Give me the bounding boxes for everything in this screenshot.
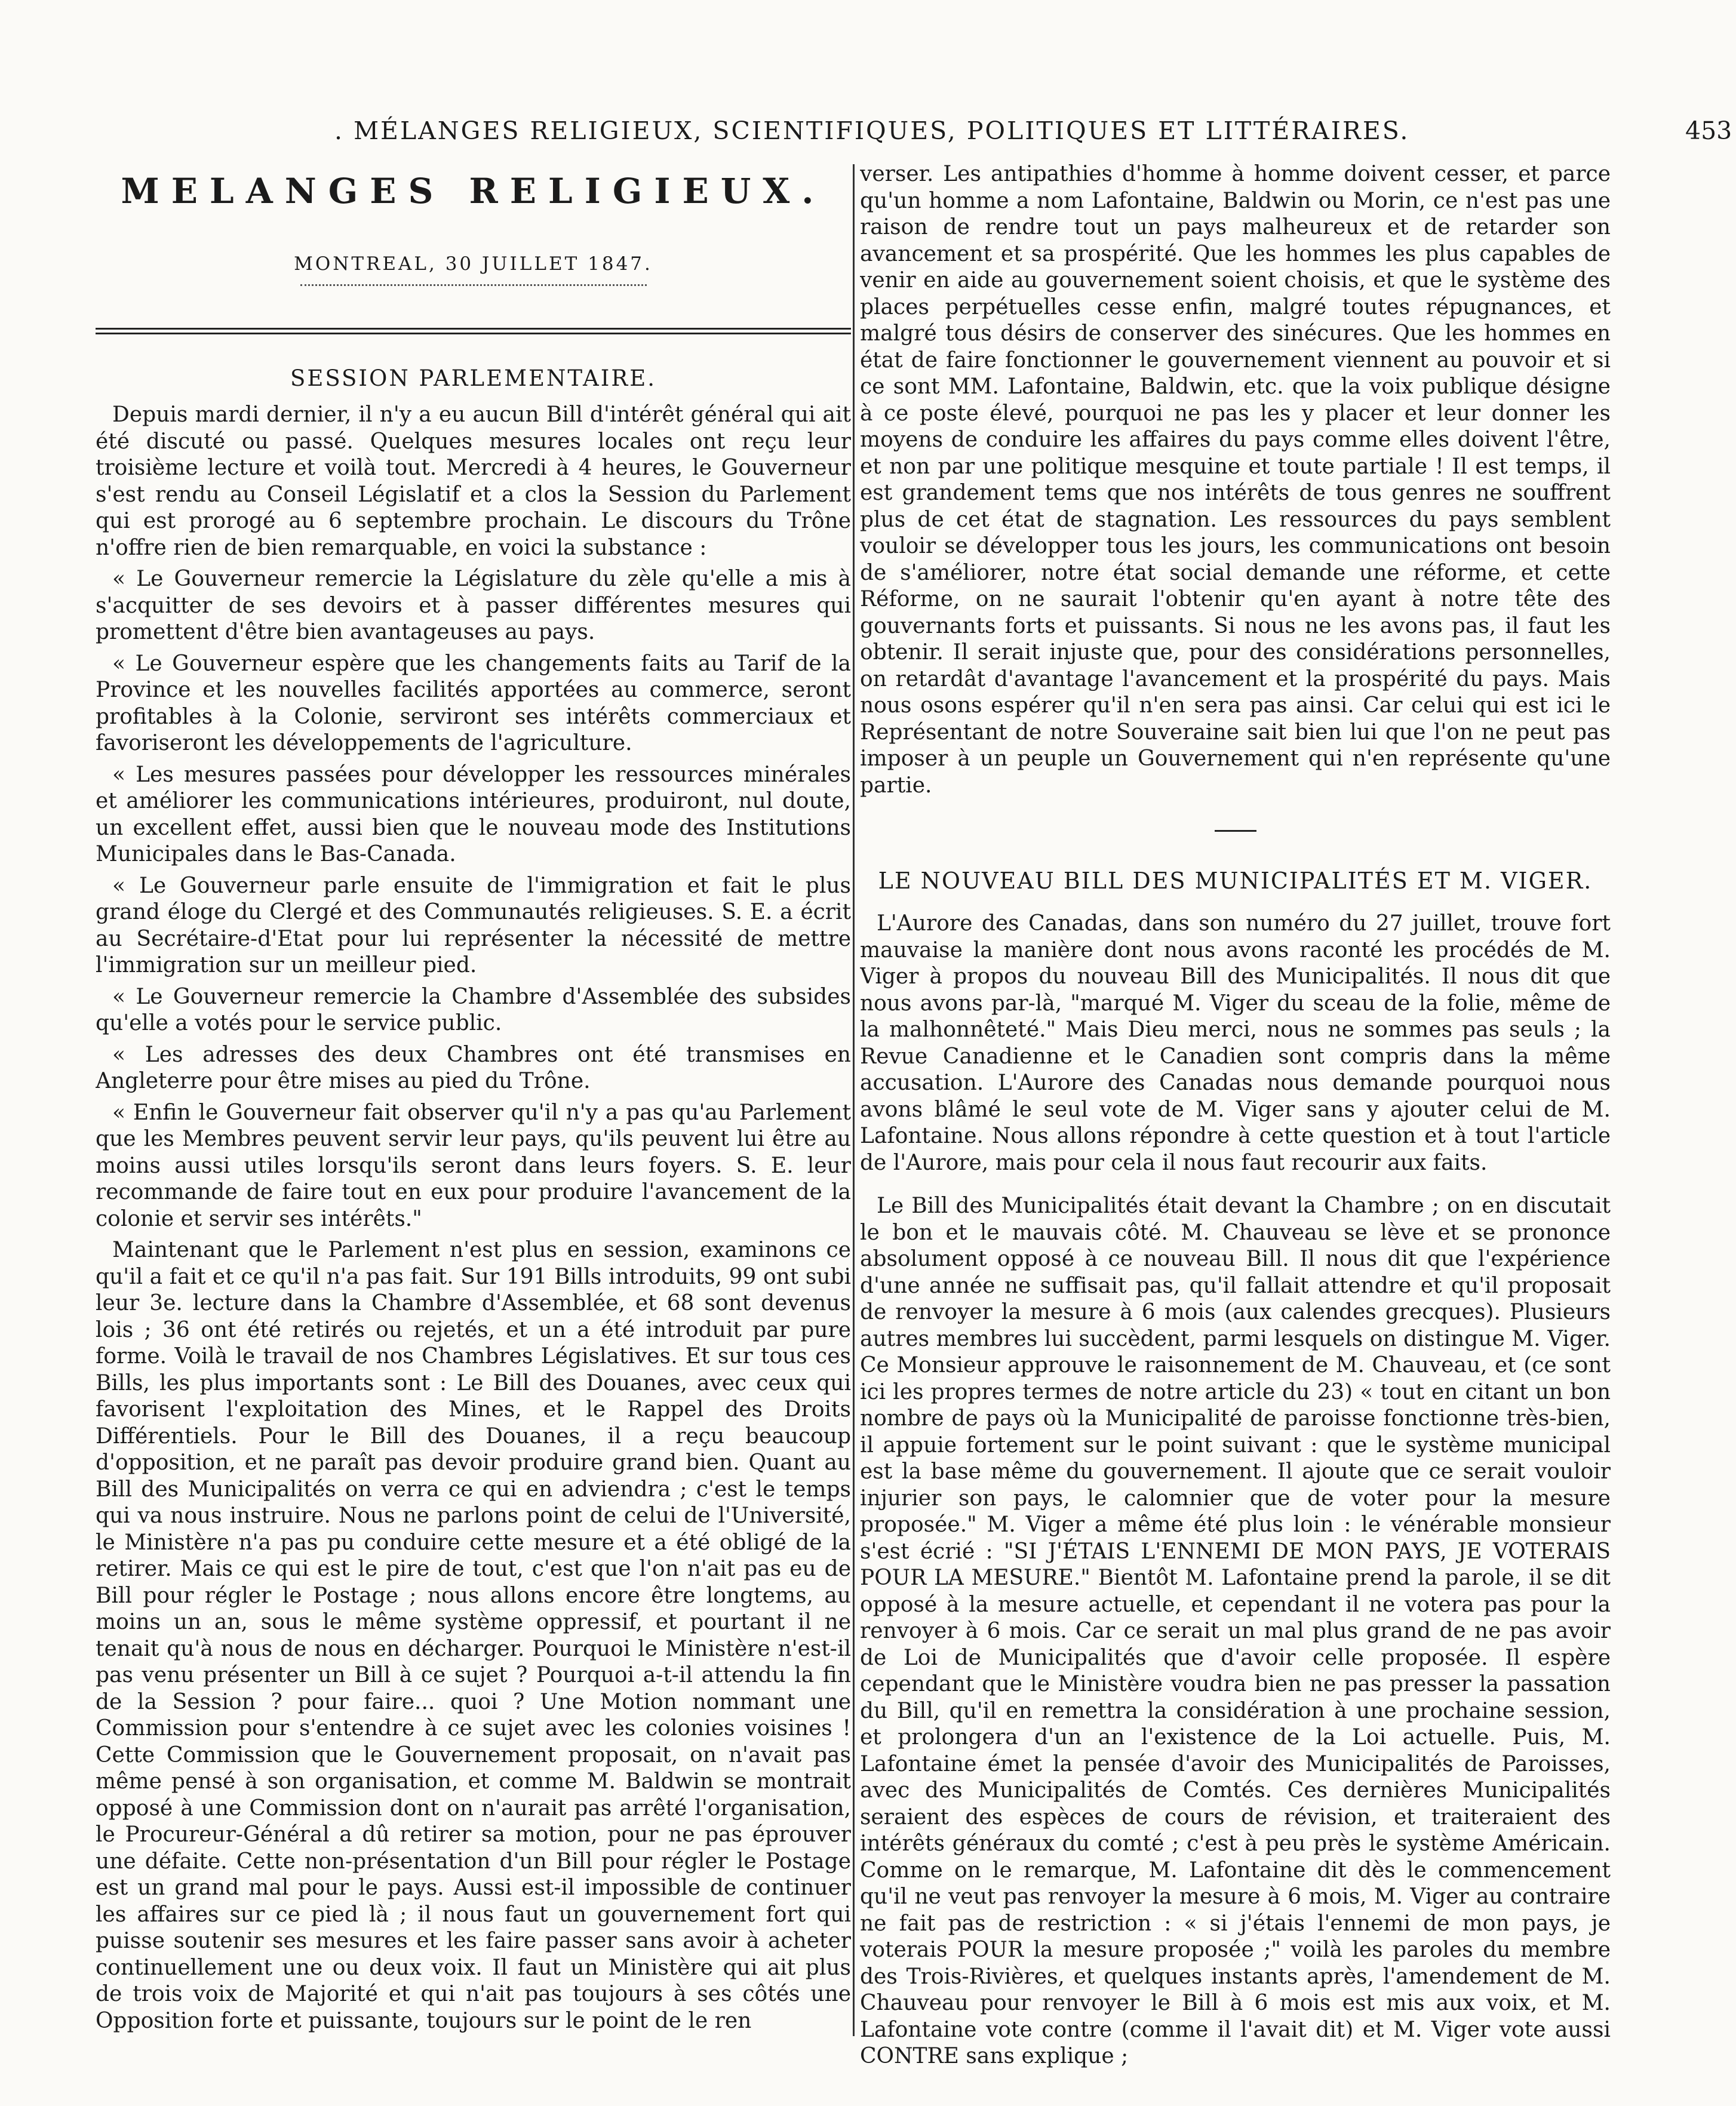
paragraph: « Le Gouverneur parle ensuite de l'immigration et fait le plus grand éloge du Clergé et des Communautés religieuses. S. E. a écrit au Secrétaire-d'Etat pour lui représenter la nécessité de mettre l'immigration sur un meilleur pied.	[96, 873, 851, 977]
paragraph: « Le Gouverneur remercie la Législature du zèle qu'elle a mis à s'acquitter de ses devoirs et à passer différentes mesures qui promettent d'être bien avantageuses au pays.	[96, 567, 851, 644]
paragraph: « Enfin le Gouverneur fait observer qu'il n'y a pas qu'au Parlement que les Membres peuvent servir leur pays, qu'ils peuvent lui être au moins aussi utiles lorsqu'ils seront dans leurs foyers. S. E. leur recommande de faire tout en eux pour produire l'avancement de la colonie et servir ses intérêts."	[96, 1100, 851, 1231]
continued-paragraph: verser. Les antipathies d'homme à homme doivent cesser, et parce qu'un homme a nom Lafontaine, Baldwin ou Morin, ce n'est pas une raison de rendre tout un pays malheureux et de retarder son avancement et sa prospérité. Que les hommes les plus capables de venir en aide au gouvernement soient choisis, et que le système des places perpétuelles cesse enfin, malgré toutes répugnances, et malgré tous désirs de conserver des sinécures. Que les hommes en état de faire fonctionner le gouvernement viennent au pouvoir et si ce sont MM. Lafontaine, Baldwin, etc. que la voix publique désigne à ce poste élevé, pourquoi ne pas les y placer et leur donner les moyens de conduire les affaires du pays comme elles doivent l'être, et non par une politique mesquine et toute partiale ! Il est temps, il est grandement tems que nos intérêts de tous genres ne souffrent plus de cet état de stagnation. Les ressources du pays semblent vouloir se développer tous les jours, les communications ont besoin de s'améliorer, notre état social demande une réforme, et cette Réforme, on ne saurait l'obtenir qu'en ayant à notre tête des gouvernants forts et puissants. Si nous ne les avons pas, il faut les obtenir. Il serait injuste que, pour des considérations personnelles, on retardât d'avantage l'avancement et la prospérité du pays. Mais nous osons espérer qu'il n'en sera pas ainsi. Car celui qui est ici le Représentant de notre Souveraine sait bien lui que l'on ne peut pas imposer à un peuple un Gouvernement qui n'en représente qu'une partie.	[860, 162, 1611, 798]
page-number: 453	[1685, 116, 1732, 145]
paragraph: Depuis mardi dernier, il n'y a eu aucun Bill d'intérêt général qui ait été discuté ou passé. Quelques mesures locales ont reçu leur troisième lecture et voilà tout. Mercredi à 4 heures, le Gouverneur s'est rendu au Conseil Législatif et a clos la Session du Parlement qui est prorogé au 6 septembre prochain. Le discours du Trône n'offre rien de bien remarquable, en voici la substance :	[96, 402, 851, 560]
masthead-title: MELANGES RELIGIEUX.	[121, 171, 826, 211]
paragraph: Le Bill des Municipalités était devant la Chambre ; on en discutait le bon et le mauvais côté. M. Chauveau se lève et se prononce absolument opposé à ce nouveau Bill. Il nous dit que l'expérience d'une année ne suffisait pas, qu'il fallait attendre et qu'il proposait de renvoyer la mesure à 6 mois (aux calendes grecques). Plusieurs autres membres lui succèdent, parmi lesquels on distingue M. Viger. Ce Monsieur approuve le raisonnement de M. Chauveau, et (ce sont ici les propres termes de notre article du 23) « tout en citant un bon nombre de pays où la Municipalité de paroisse fonctionne très-bien, il appuie fortement sur le point suivant : que le système municipal est la base même du gouvernement. Il ajoute que ce serait vouloir injurier son pays, le calomnier que de voter pour la mesure proposée." M. Viger a même été plus loin : le vénérable monsieur s'est écrié : "SI J'ÉTAIS L'ENNEMI DE MON PAYS, JE VOTERAIS POUR LA MESURE." Bientôt M. Lafontaine prend la parole, il se dit opposé à la mesure actuelle, et cependant il ne votera pas pour la renvoyer à 6 mois. Car ce serait un mal plus grand de ne pas avoir de Loi de Municipalités que d'avoir celle proposée. Il espère cependant que le Ministère voudra bien ne pas presser la passation du Bill, qu'il en remettra la considération à une prochaine session, et prolongera d'un an l'existence de la Loi actuelle. Puis, M. Lafontaine émet la pensée d'avoir des Municipalités de Paroisses, avec des Municipalités de Comtés. Ces dernières Municipalités seraient des espèces de cours de révision, et traiteraient des intérêts généraux du comté ; c'est à peu près le système Américain. Comme on le remarque, M. Lafontaine dit dès le commencement qu'il ne veut pas renvoyer la mesure à 6 mois, M. Viger au contraire ne fait pas de restriction : « si j'étais l'ennemi de mon pays, je voterais POUR la mesure proposée ;" voilà les paroles du membre des Trois-Rivières, et quelques instants après, l'amendement de M. Chauveau pour renvoyer le Bill à 6 mois est mis aux voix, et M. Lafontaine vote contre (comme il l'avait dit) et M. Viger vote aussi CONTRE sans explique ;	[860, 1194, 1611, 2068]
paragraph: « Le Gouverneur remercie la Chambre d'Assemblée des subsides qu'elle a votés pour le service public.	[96, 984, 851, 1035]
paragraph: L'Aurore des Canadas, dans son numéro du 27 juillet, trouve fort mauvaise la manière dont nous avons raconté les procédés de M. Viger à propos du nouveau Bill des Municipalités. Il nous dit que nous avons par-là, "marqué M. Viger du sceau de la folie, même de la malhonnêteté." Mais Dieu merci, nous ne sommes pas seuls ; la Revue Canadienne et le Canadien sont compris dans la même accusation. L'Aurore des Canadas nous demande pourquoi nous avons blâmé le seul vote de M. Viger sans y ajouter celui de M. Lafontaine. Nous allons répondre à cette question et à tout l'article de l'Aurore, mais pour cela il nous faut recourir aux faits.	[860, 911, 1611, 1175]
paragraph: Maintenant que le Parlement n'est plus en session, examinons ce qu'il a fait et ce qu'il n'a pas fait. Sur 191 Bills introduits, 99 ont subi leur 3e. lecture dans la Chambre d'Assemblée, et 68 sont devenus lois ; 36 ont été retirés ou rejetés, et un a été introduit par pure forme. Voilà le travail de nos Chambres Législatives. Et sur tous ces Bills, les plus importants sont : Le Bill des Douanes, avec ceux qui favorisent l'exploitation des Mines, et le Rappel des Droits Différentiels. Pour le Bill des Douanes, il a reçu beaucoup d'opposition, et ne paraît pas devoir produire grand bien. Quant au Bill des Municipalités on verra ce qui en adviendra ; c'est le temps qui va nous instruire. Nous ne parlons point de celui de l'Université, le Ministère n'a pas pu conduire cette mesure et a été obligé de la retirer. Mais ce qui est le pire de tout, c'est que l'on n'ait pas eu de Bill pour régler le Postage ; nous allons encore être longtems, au moins un an, sous le même système oppressif, et pourtant il ne tenait qu'à nous de nous en décharger. Pourquoi le Ministère n'est-il pas venu présenter un Bill à ce sujet ? Pourquoi a-t-il attendu la fin de la Session ? pour faire... quoi ? Une Motion nommant une Commission pour s'entendre à ce sujet avec les colonies voisines ! Cette Commission que le Gouvernement proposait, on n'avait pas même pensé à son organisation, et comme M. Baldwin se montrait opposé à une Commission dont on n'aurait pas arrêté l'organisation, le Procureur-Général a dû retirer sa motion, pour ne pas éprouver une défaite. Cette non-présentation d'un Bill pour régler le Postage est un grand mal pour le pays. Aussi est-il impossible de continuer les affaires sur ce pied là ; il nous faut un gouvernement fort qui puisse soutenir ses mesures et les faire passer sans avoir à acheter continuellement une ou deux voix. Il faut un Ministère qui ait plus de trois voix de Majorité et qui n'ait pas toujours à ses côtés une Opposition forte et puissante, toujours sur le point de le ren	[96, 1238, 851, 2033]
dateline: MONTREAL, 30 JUILLET 1847.	[294, 253, 653, 275]
paragraph: « Le Gouverneur espère que les changements faits au Tarif de la Province et les nouvelles facilités apportées au commerce, seront profitables à la Colonie, serviront ses intérêts commerciaux et favoriseront les développements de l'agriculture.	[96, 651, 851, 755]
double-rule	[96, 328, 851, 334]
paragraph: « Les adresses des deux Chambres ont été transmises en Angleterre pour être mises au pied du Trône.	[96, 1042, 851, 1093]
left-column	[96, 161, 851, 2078]
dotted-rule	[300, 284, 647, 286]
section-heading: SESSION PARLEMENTAIRE.	[290, 365, 657, 391]
paragraph-gap	[860, 1176, 1611, 1193]
column-rule	[853, 164, 855, 2036]
section-divider	[1215, 830, 1256, 832]
paragraph: « Les mesures passées pour développer les ressources minérales et améliorer les communications intérieures, produiront, nul doute, un excellent effet, aussi bien que le nouveau mode des Institutions Municipales dans le Bas-Canada.	[96, 762, 851, 866]
right-column	[860, 161, 1611, 2078]
article-heading: LE NOUVEAU BILL DES MUNICIPALITÉS ET M. VIGER.	[878, 868, 1593, 894]
running-head: . MÉLANGES RELIGIEUX, SCIENTIFIQUES, POLITIQUES ET LITTÉRAIRES.	[334, 116, 1410, 145]
